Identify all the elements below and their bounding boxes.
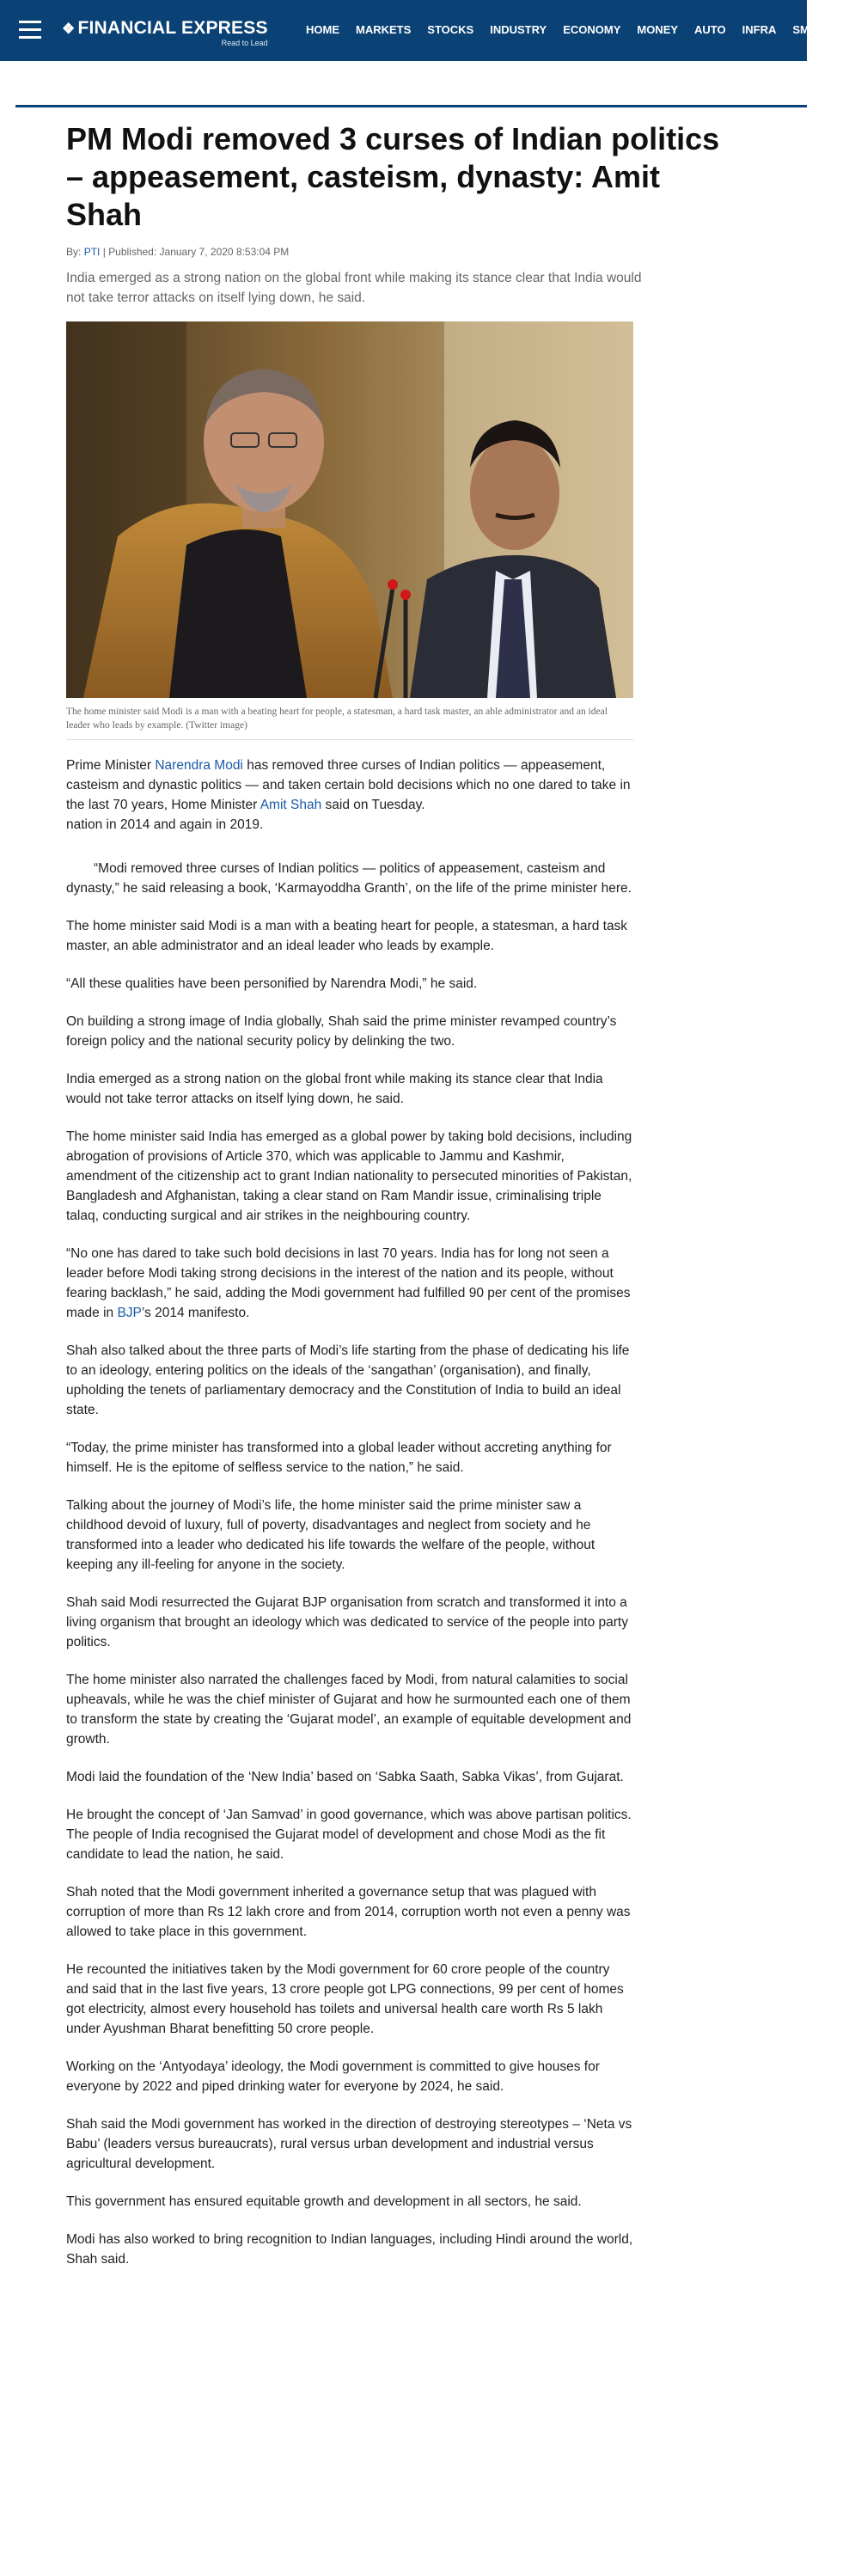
- paragraph: This government has ensured equitable growth and development in all sectors, he said.: [66, 2194, 582, 2209]
- paragraph: The home minister also narrated the challenges faced by Modi, from natural calamities to social upheavals, while he was the chief minister of Gujarat and how he surmounted each one of them to transform the state by creating the ‘Gujarat model’, an example of equitable development and growth.: [66, 1673, 632, 1747]
- nav-economy[interactable]: ECONOMY: [563, 23, 621, 36]
- paragraph: Talking about the journey of Modi’s life, the home minister said the prime minister saw a childhood devoid of luxury, full of poverty, disadvantages and neglect from society and he transformed into a leader who dedicated his life towards the welfare of the people, without keeping any ill-feeling for anyone in the society.: [66, 1498, 596, 1572]
- nav-industry[interactable]: INDUSTRY: [490, 23, 547, 36]
- paragraph: On building a strong image of India globally, Shah said the prime minister revamped country’s foreign policy and the national security policy by delinking the two.: [66, 1014, 617, 1049]
- paragraph: Modi has also worked to bring recognition to Indian languages, including Hindi around the world, Shah said.: [66, 2232, 633, 2267]
- article-summary: India emerged as a strong nation on the global front while making its stance clear that India would not take terror attacks on itself lying down, he said.: [66, 271, 642, 305]
- paragraph: “Today, the prime minister has transformed into a global leader without accreting anything for himself. He is the epitome of selfless service to the nation,” he said.: [66, 1441, 612, 1475]
- paragraph: The home minister said Modi is a man with a beating heart for people, a statesman, a hard task master, an able administrator and an ideal leader who leads by example.: [66, 919, 628, 953]
- paragraph: “Modi removed three curses of Indian politics — politics of appeasement, casteism and dynasty,” he said releasing a book, ‘Karmayoddha Granth’, on the life of the prime minister here.: [66, 861, 632, 896]
- logo-mark-icon: ❖: [62, 21, 76, 37]
- image-caption: The home minister said Modi is a man with a beating heart for people, a statesman, a hard task master, an able administrator and an ideal leader who leads by example. (Twitter image): [66, 707, 608, 731]
- nav-money[interactable]: MONEY: [637, 23, 679, 36]
- logo-tagline: Read to Lead: [221, 39, 268, 47]
- paragraph: Shah said Modi resurrected the Gujarat BJP organisation from scratch and transformed it into a living organism that brought an ideology which was dedicated to service of the people into party politics.: [66, 1595, 628, 1649]
- logo-text: ❖ FINANCIAL EXPRESS: [62, 18, 268, 38]
- paragraph: India emerged as a strong nation on the global front while making its stance clear that India would not take terror attacks on itself lying down, he said.: [66, 1072, 603, 1106]
- nav-home[interactable]: HOME: [306, 23, 339, 36]
- top-navigation-bar: [0, 0, 849, 61]
- paragraph: He brought the concept of ‘Jan Samvad’ in good governance, which was above partisan politics. The people of India recognised the Gujarat model of development and chose Modi as the fit candidate to lead the nation, he said.: [66, 1808, 632, 1862]
- link-amit-shah[interactable]: Amit Shah: [260, 798, 322, 812]
- nav-stocks[interactable]: STOCKS: [427, 23, 474, 36]
- caption-divider: [66, 739, 633, 740]
- nav-infra[interactable]: INFRA: [742, 23, 777, 36]
- header-divider: [15, 105, 807, 107]
- main-nav: [306, 23, 849, 36]
- article-photo: [66, 321, 633, 698]
- paragraph: He recounted the initiatives taken by the Modi government for 60 crore people of the country and said that in the last five years, 13 crore people got LPG connections, 99 per cent of homes got electricity, almost every household has toilets and universal health care worth Rs 5 lakh under Ayushman Bharat benefitting 50 crore people.: [66, 1962, 624, 2036]
- nav-markets[interactable]: MARKETS: [356, 23, 412, 36]
- link-bjp[interactable]: BJP: [117, 1306, 142, 1320]
- paragraph: “No one has dared to take such bold decisions in last 70 years. India has for long not seen a leader before Modi taking strong decisions in the interest of the nation and its people, without fearing backlash,” he said, adding the Modi government had fulfilled 90 per cent of the promises made in BJP’s 2014 manifesto.: [66, 1246, 631, 1320]
- nav-sme[interactable]: SME: [792, 23, 817, 36]
- paragraph: nation in 2014 and again in 2019.: [66, 817, 264, 832]
- article: [66, 120, 720, 2287]
- paragraph: “All these qualities have been personified by Narendra Modi,” he said.: [66, 976, 478, 991]
- paragraph: Modi laid the foundation of the ‘New India’ based on ‘Sabka Saath, Sabka Vikas’, from Gujarat.: [66, 1770, 624, 1784]
- byline-published: | Published: January 7, 2020 8:53:04 PM: [102, 246, 290, 258]
- link-narendra-modi[interactable]: Narendra Modi: [155, 758, 243, 773]
- site-logo[interactable]: [62, 18, 268, 47]
- menu-icon[interactable]: [19, 21, 41, 40]
- byline-prefix: By:: [66, 246, 82, 258]
- paragraph: Working on the ‘Antyodaya’ ideology, the Modi government is committed to give houses for everyone by 2022 and piped drinking water for everyone by 2024, he said.: [66, 2059, 600, 2094]
- article-body: [66, 756, 633, 2269]
- paragraph: Prime Minister Narendra Modi has removed three curses of Indian politics — appeasement, casteism and dynastic politics — and taken certain bold decisions which no one dared to take in the last 70 years, Home Minister Amit Shah said on Tuesday.: [66, 758, 631, 812]
- paragraph: Shah noted that the Modi government inherited a governance setup that was plagued with corruption of more than Rs 12 lakh crore and from 2014, corruption worth not even a penny was allowed to take place in this government.: [66, 1885, 631, 1939]
- paragraph: The home minister said India has emerged as a global power by taking bold decisions, including abrogation of provisions of Article 370, which was applicable to Jammu and Kashmir, amendment of the citizenship act to grant Indian nationality to persecuted minorities of Pakistan, Bangladesh and Afghanistan, taking a clear stand on Ram Mandir issue, criminalising triple talaq, conducting surgical and air strikes in the neighbouring country.: [66, 1129, 632, 1223]
- article-title: PM Modi removed 3 curses of Indian politics – appeasement, casteism, dynasty: Amit Shah: [66, 121, 720, 232]
- nav-auto[interactable]: AUTO: [694, 23, 726, 36]
- paragraph: Shah said the Modi government has worked in the direction of destroying stereotypes – ‘Neta vs Babu’ (leaders versus bureaucrats), rural versus urban development and industrial versus agricultural development.: [66, 2117, 632, 2171]
- photo-illustration: [66, 321, 633, 698]
- byline-author-link[interactable]: PTI: [83, 246, 101, 258]
- paragraph: Shah also talked about the three parts of Modi’s life starting from the phase of dedicating his life to an ideology, entering politics on the ideals of the ‘sangathan’ (organisation), and finally, upholding the tenets of parliamentary democracy and the Constitution of India to build an ideal state.: [66, 1343, 630, 1417]
- nav-mf[interactable]: MF: [833, 23, 849, 36]
- byline: [66, 246, 633, 258]
